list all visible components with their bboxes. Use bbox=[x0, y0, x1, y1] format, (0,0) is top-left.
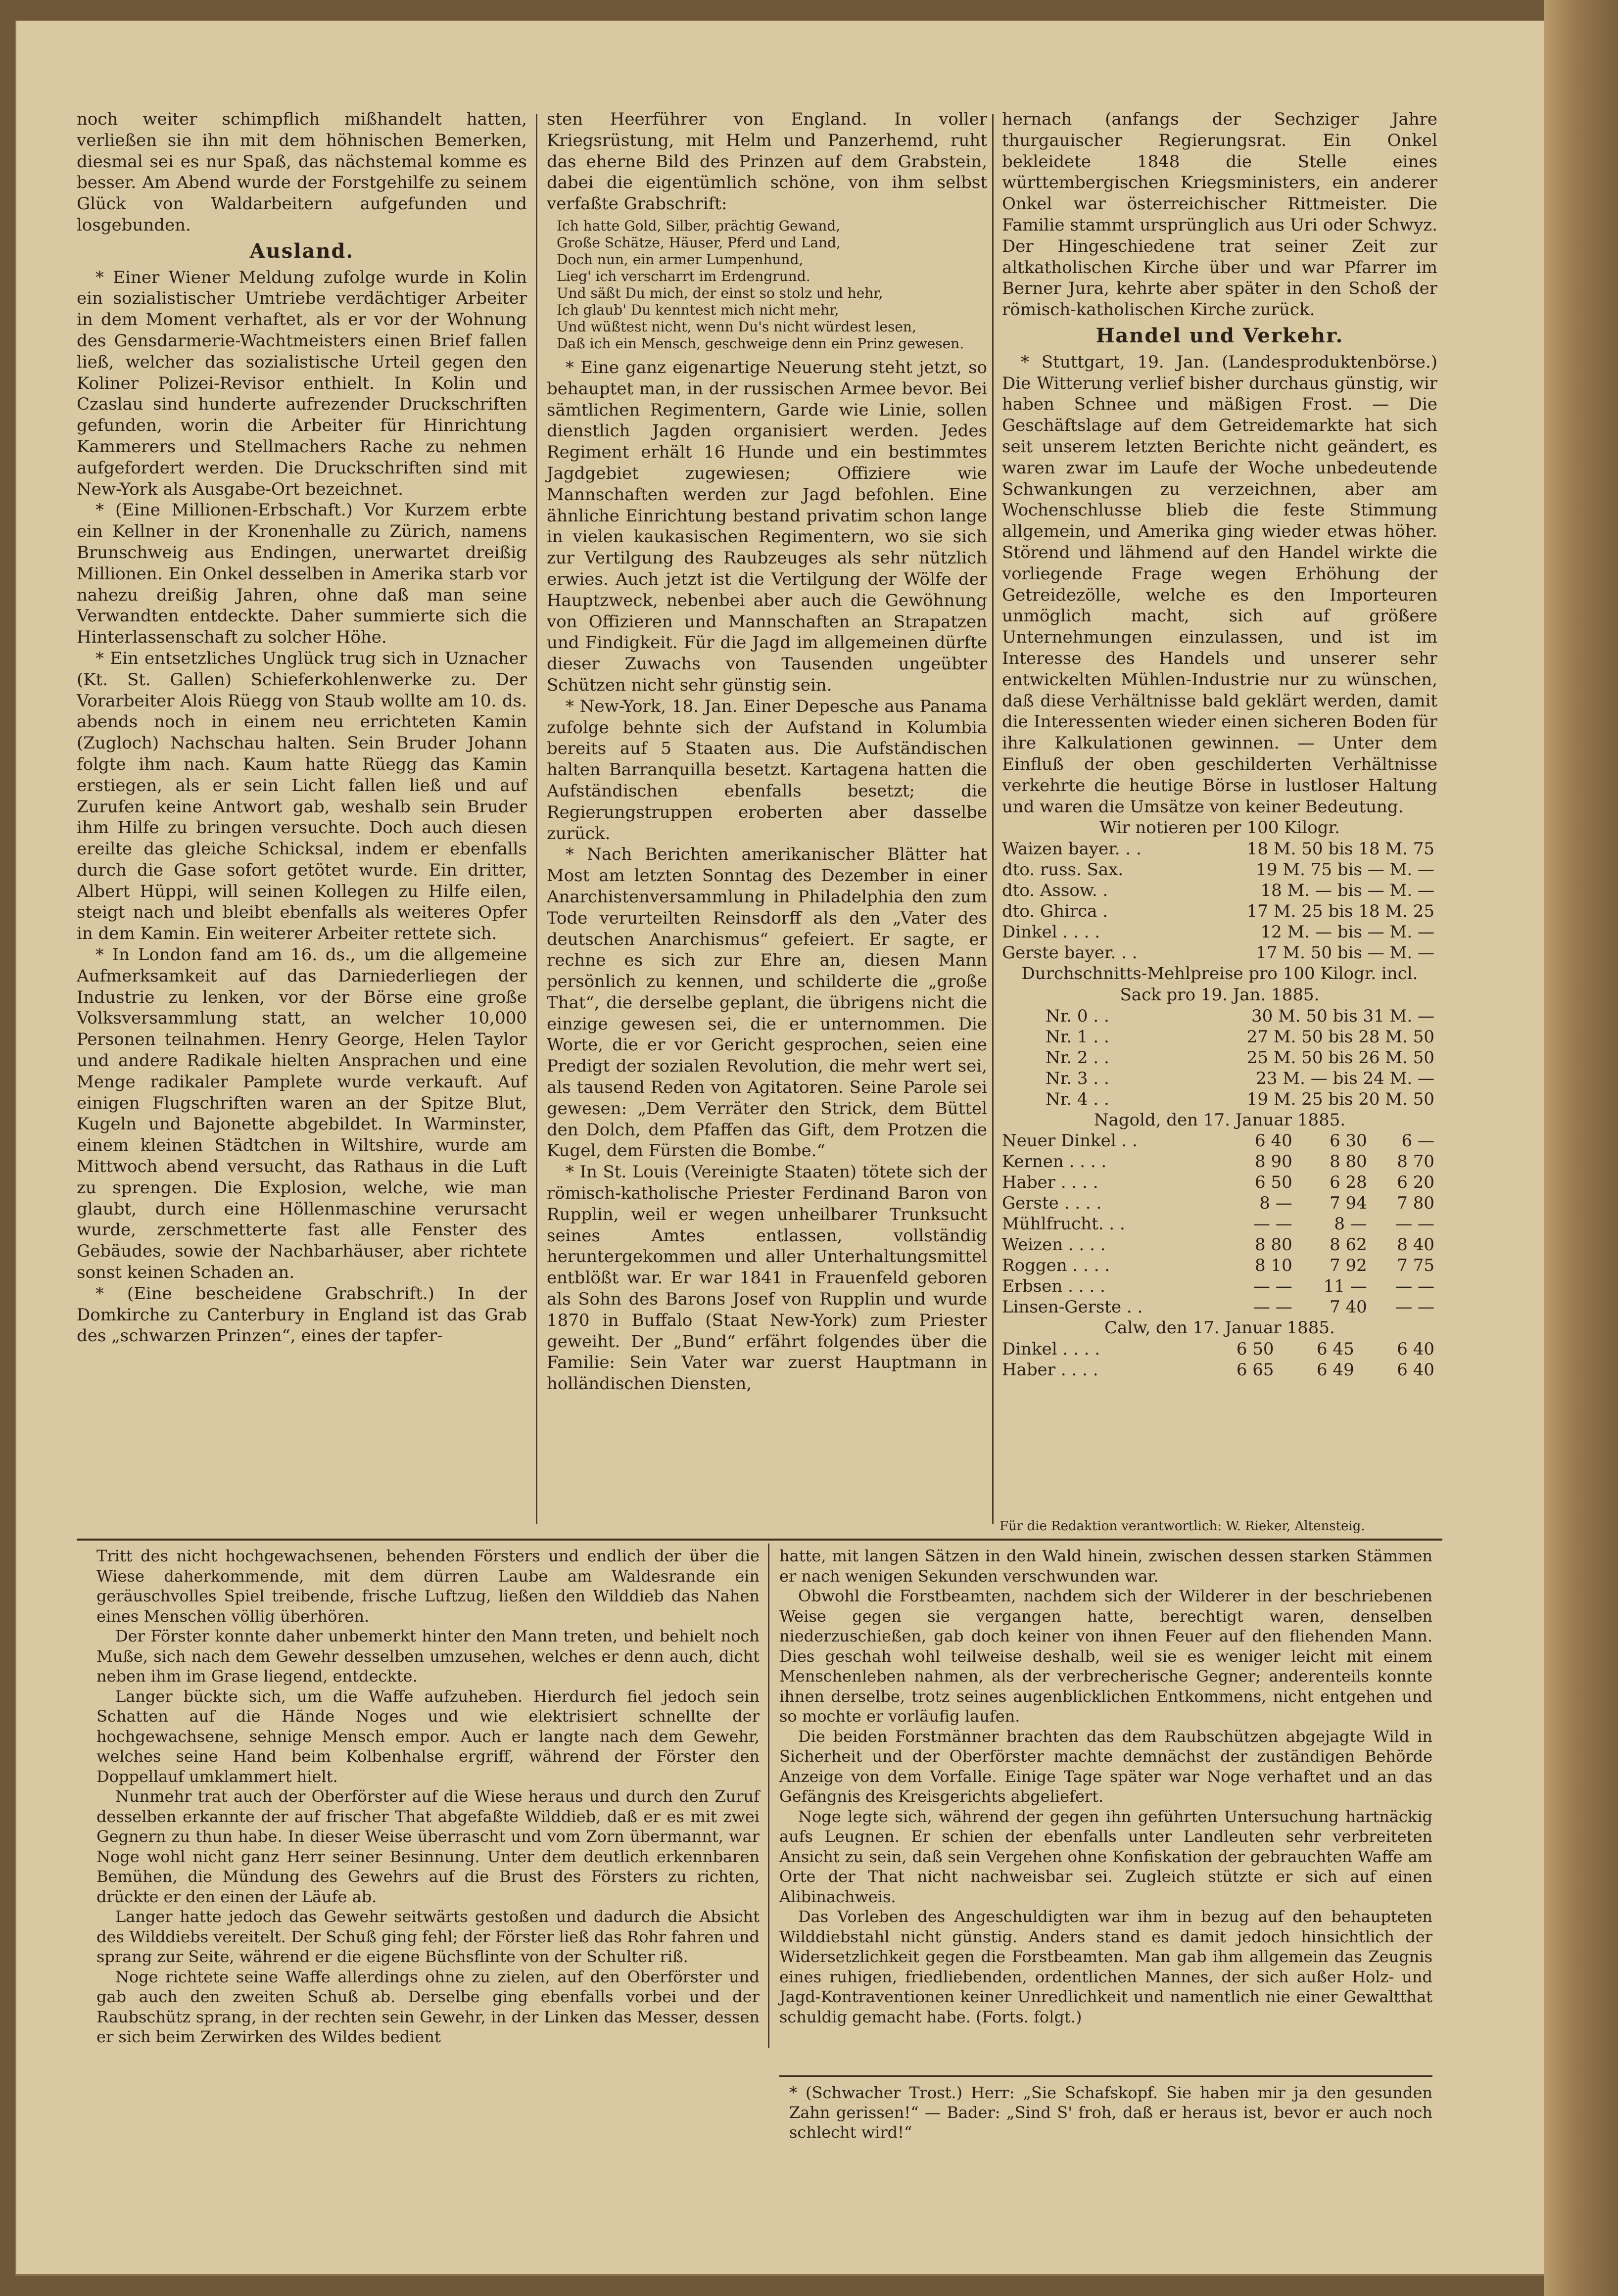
table-cell: Weizen . . . . bbox=[1002, 1235, 1106, 1255]
table-row bbox=[1002, 901, 1437, 922]
table-row bbox=[1002, 1339, 1437, 1359]
table-cell: Gerste . . . . bbox=[1002, 1193, 1102, 1214]
table-row bbox=[1002, 1276, 1437, 1297]
table-cell: 8 40 bbox=[1397, 1235, 1434, 1255]
article-text: hernach (anfangs der Sechziger Jahre thurgauischer Regierungsrat. Ein Onkel bekleidete 1848 die Stelle eines württembergischen Kriegsministers, ein anderer Onkel war österreichischer Rittmeister. Die Familie stammt ursprünglich aus Uri oder Schwyz. Der Hingeschiedene trat seiner Zeit zur altkatholischen Kirche über und war Pfarrer im Berner Jura, kehrte aber später in den Schoß der römisch-katholischen Kirche zurück. bbox=[1002, 109, 1437, 320]
footnote: * (Schwacher Trost.) Herr: „Sie Schafskopf. Sie haben mir ja den gesunden Zahn gerissen!“ — Bader: „Sind S' froh, daß er heraus ist, bevor er auch noch schlecht wird!“ bbox=[789, 2083, 1432, 2142]
table-row bbox=[1046, 1006, 1437, 1027]
feuilleton-left bbox=[96, 1546, 760, 2047]
story-paragraph: Der Förster konnte daher unbemerkt hinter den Mann treten, und behielt noch Muße, sich nach dem Gewehr desselben umzusehen, welches er denn auch, dicht neben ihm im Grase liegend, entdeckte. bbox=[96, 1627, 760, 1686]
price-caption: Wir notieren per 100 Kilogr. bbox=[1099, 818, 1340, 838]
column-3 bbox=[1002, 109, 1437, 1380]
table-cell: 8 — bbox=[1334, 1214, 1367, 1234]
poem-line: Daß ich ein Mensch, geschweige denn ein Prinz gewesen. bbox=[557, 335, 964, 352]
table-cell: 30 M. 50 bis 31 M. — bbox=[1251, 1006, 1434, 1026]
table-cell: 8 80 bbox=[1255, 1235, 1292, 1255]
book-binding bbox=[1544, 0, 1618, 2296]
table-cell: 6 — bbox=[1401, 1131, 1434, 1151]
poem-line: Ich hatte Gold, Silber, prächtig Gewand, bbox=[557, 217, 841, 234]
feuilleton-rule bbox=[77, 1539, 1442, 1541]
table-cell: 7 80 bbox=[1397, 1193, 1434, 1214]
story-paragraph: Noge legte sich, während der gegen ihn geführten Untersuchung hartnäckig aufs Leugnen. Er schien der ebenfalls unter Landleuten sehr verbreiteten Ansicht zu sein, daß sein Vergehen ohne Konfiskation der gebrauchten Waffe am Orte der That nicht nachweisbar sei. Zugleich stützte er sich auf einen Alibinachweis. bbox=[779, 1807, 1432, 1906]
table-cell: Linsen-Gerste . . bbox=[1002, 1297, 1143, 1317]
table-cell: 6 20 bbox=[1397, 1172, 1434, 1193]
table-cell: 12 M. — bis — M. — bbox=[1260, 922, 1434, 942]
table-row bbox=[1002, 1193, 1437, 1214]
poem-line: Und säßt Du mich, der einst so stolz und hehr, bbox=[557, 284, 883, 301]
editor-credit: Für die Redaktion verantwortlich: W. Rieker, Altensteig. bbox=[999, 1519, 1365, 1534]
table-cell: — — bbox=[1395, 1214, 1434, 1234]
table-row bbox=[1002, 1151, 1437, 1172]
table-cell: 11 — bbox=[1323, 1276, 1367, 1297]
article-russland: * Eine ganz eigenartige Neuerung steht jetzt, so behauptet man, in der russischen Armee bevor. Bei sämtlichen Regimentern, Garde wie Linie, sollen dienstlich Jagden organisiert werden. Jedes Regiment erhält 16 Hunde und ein bestimmtes Jagdgebiet zugewiesen; Offiziere wie Mannschaften werden zur Jagd befohlen. Eine ähnliche Einrichtung bestand privatim schon lange in vielen kaukasischen Regimentern, wo sie sich zur Vertilgung des Raubzeuges als sehr nützlich erwies. Auch jetzt ist die Vertilgung der Wölfe der Hauptzweck, nebenbei aber auch die Gewöhnung von Offizieren und Mannschaften an Strapatzen und Findigkeit. Für die Jagd im allgemeinen dürfte dieser Zuwachs von Tausenden ungeübter Schützen nicht sehr günstig sein. bbox=[547, 357, 987, 695]
article-stuttgart-boerse: * Stuttgart, 19. Jan. (Landesproduktenbörse.) Die Witterung verlief bisher durchaus günstig, wir haben Schnee und mäßigen Frost. — Die Geschäftslage auf dem Getreidemarkte hat sich seit unserem letzten Berichte nicht geändert, es waren zwar im Laufe der Woche unbedeutende Schwankungen zu verzeichnen, aber am Wochenschlusse blieb die feste Stimmung allgemein, und Amerika ging wieder etwas höher. Störend und lähmend auf den Handel wirkte die vorliegende Frage wegen Erhöhung der Getreidezölle, welche es den Importeuren unmöglich macht, sich auf größere Unternehmungen einzulassen, und ist im Interesse des Handels und unserer sehr entwickelten Mühlen-Industrie nur zu wünschen, daß diese Verhältnisse bald geklärt werden, damit die Interessenten wieder einen sicheren Boden für ihre Kalkulationen gewinnen. — Unter dem Einfluß der oben geschilderten Verhältnisse verkehrte die heutige Börse in lustloser Haltung und waren die Umsätze von keiner Bedeutung. bbox=[1002, 352, 1437, 817]
table-cell: Nr. 1 . . bbox=[1046, 1027, 1109, 1047]
column-1 bbox=[77, 109, 527, 1347]
table-cell: 27 M. 50 bis 28 M. 50 bbox=[1246, 1027, 1434, 1047]
footnote-rule bbox=[779, 2075, 1432, 2077]
table-row bbox=[1046, 1047, 1437, 1068]
table-row bbox=[1002, 942, 1437, 963]
table-row bbox=[1002, 880, 1437, 901]
table-cell: 8 — bbox=[1259, 1193, 1292, 1214]
table-row bbox=[1002, 922, 1437, 942]
article-most: * Nach Berichten amerikanischer Blätter hat Most am letzten Sonntag des Dezember in einer Anarchistenversammlung in Philadelphia den zum Tode verurteilten Reinsdorff als den „Vater des deutschen Anarchismus“ gefeiert. Er sagte, er rechne es sich zur Ehre an, diesen Mann persönlich zu kennen, und schilderte die „große That“, die derselbe geplant, die übrigens nicht die einzige gewesen sei, die er unternommen. Die Worte, die er vor Gericht gesprochen, seien eine Predigt der sozialen Revolution, die mehr wert sei, als tausend Reden von Agitatoren. Seine Parole sei gewesen: „Dem Verräter den Strick, dem Büttel den Dolch, dem Pfaffen das Gift, dem Protzen die Kugel, dem Fürsten die Bombe.“ bbox=[547, 844, 987, 1161]
table-cell: 8 80 bbox=[1330, 1152, 1367, 1172]
table-cell: 6 45 bbox=[1317, 1339, 1354, 1359]
table-cell: 6 50 bbox=[1255, 1172, 1292, 1193]
table-cell: 6 40 bbox=[1255, 1131, 1292, 1151]
table-row bbox=[1046, 1089, 1437, 1110]
story-paragraph: Das Vorleben des Angeschuldigten war ihm in bezug auf den behaupteten Wilddiebstahl nicht günstig. Anders stand es damit jedoch hinsichtlich der Widersetzlichkeit gegen die Forstbeamten. Man gab ihm allgemein das Zeugnis eines ruhigen, friedliebenden, ordentlichen Mannes, der sich außer Holz- und Jagd-Kontraventionen keiner Unredlichkeit und namentlich nie einer Gewaltthat schuldig gemacht habe. (Forts. folgt.) bbox=[779, 1907, 1432, 2026]
table-cell: Neuer Dinkel . . bbox=[1002, 1131, 1138, 1151]
table-cell: Gerste bayer. . . bbox=[1002, 943, 1138, 963]
table-cell: Waizen bayer. . . bbox=[1002, 839, 1142, 859]
table-cell: 6 49 bbox=[1317, 1360, 1354, 1380]
table-cell: Haber . . . . bbox=[1002, 1360, 1098, 1380]
table-cell: 7 94 bbox=[1330, 1193, 1367, 1214]
calw-caption: Calw, den 17. Januar 1885. bbox=[1104, 1318, 1335, 1338]
table-cell: Kernen . . . . bbox=[1002, 1152, 1107, 1172]
nagold-caption: Nagold, den 17. Januar 1885. bbox=[1094, 1110, 1346, 1130]
table-cell: 7 92 bbox=[1330, 1256, 1367, 1276]
table-cell: 18 M. 50 bis 18 M. 75 bbox=[1246, 839, 1434, 859]
feuilleton-right bbox=[779, 1546, 1432, 2027]
table-cell: Dinkel . . . . bbox=[1002, 1339, 1100, 1359]
newspaper-page bbox=[15, 20, 1554, 2276]
story-paragraph: Die beiden Forstmänner brachten das dem Raubschützen abgejagte Wild in Sicherheit und der Oberförster machte demnächst der zuständigen Behörde Anzeige von dem Vorfalle. Einige Tage später war Noge verhaftet und an das Gefängnis des Kreisgerichts abgeliefert. bbox=[779, 1727, 1432, 1806]
table-cell: Nr. 4 . . bbox=[1046, 1089, 1109, 1109]
table-row bbox=[1002, 1214, 1437, 1234]
poem-line: Ich glaub' Du kenntest mich nicht mehr, bbox=[557, 301, 839, 318]
table-cell: 23 M. — bis 24 M. — bbox=[1256, 1068, 1434, 1088]
table-row bbox=[1046, 1027, 1437, 1047]
table-cell: dto. Ghirca . bbox=[1002, 901, 1108, 922]
table-cell: — — bbox=[1253, 1276, 1292, 1297]
table-cell: — — bbox=[1253, 1214, 1292, 1234]
table-cell: 8 90 bbox=[1255, 1152, 1292, 1172]
story-paragraph: Tritt des nicht hochgewachsenen, behenden Försters und endlich der über die Wiese daherkommende, mit dem dürren Laube am Waldesrande ein geräuschvolles Spiel treibende, frische Luftzug, ließen den Wilddieb das Nahen eines Menschen völlig überhören. bbox=[96, 1546, 760, 1626]
article-uznach: * Ein entsetzliches Unglück trug sich in Uznacher (Kt. St. Gallen) Schieferkohlenwerke zu. Der Vorarbeiter Alois Rüegg von Staub wollte am 10. ds. abends noch in einem neu errichteten Kamin (Zugloch) Nachschau halten. Sein Bruder Johann folgte ihm nach. Kaum hatte Rüegg das Kamin erstiegen, als er sein Licht fallen ließ und auf Zurufen keine Antwort gab, weshalb sein Bruder ihm Hilfe zu bringen versuchte. Doch auch diesen ereilte das gleiche Schicksal, indem er ebenfalls durch die Gase sofort getötet wurde. Ein dritter, Albert Hüppi, will seinen Kollegen zu Hilfe eilen, steigt nach und bleibt ebenfalls als weiteres Opfer in dem Kamin. Ein weiterer Arbeiter rettete sich. bbox=[77, 648, 527, 944]
flour-caption: Durchschnitts-Mehlpreise pro 100 Kilogr. incl. Sack pro 19. Jan. 1885. bbox=[1021, 964, 1418, 1005]
table-cell: dto. russ. Sax. bbox=[1002, 860, 1124, 880]
table-cell: dto. Assow. . bbox=[1002, 881, 1108, 901]
table-cell: 7 40 bbox=[1330, 1297, 1367, 1317]
story-paragraph: Nunmehr trat auch der Oberförster auf die Wiese heraus und durch den Zuruf desselben erkannte der auf frischer That abgefaßte Wilddieb, daß er es mit zwei Gegnern zu thun habe. In dieser Weise überrascht und vom Zorn übermannt, war Noge wohl nicht ganz Herr seiner Besinnung. Unter dem deutlich erkennbaren Bemühen, die Mündung des Gewehrs auf die Brust des Försters zu richten, drückte er den einen der Läufe ab. bbox=[96, 1787, 760, 1906]
nagold-table bbox=[1002, 1130, 1437, 1317]
table-cell: Dinkel . . . . bbox=[1002, 922, 1100, 942]
table-cell: 6 40 bbox=[1397, 1360, 1434, 1380]
poem-line: Große Schätze, Häuser, Pferd und Land, bbox=[557, 234, 841, 251]
table-cell: 17 M. 25 bis 18 M. 25 bbox=[1246, 901, 1434, 922]
table-cell: 8 10 bbox=[1255, 1256, 1292, 1276]
column-divider bbox=[992, 114, 994, 1524]
table-cell: 19 M. 25 bis 20 M. 50 bbox=[1246, 1089, 1434, 1109]
article-text: noch weiter schimpflich mißhandelt hatten, verließen sie ihn mit dem höhnischen Bemerken, diesmal sei es nur Spaß, das nächstemal komme es besser. Am Abend wurde der Forstgehilfe zu seinem Glück von Waldarbeitern aufgefunden und losgebunden. bbox=[77, 109, 527, 235]
column-divider bbox=[768, 1544, 769, 2048]
table-cell: 6 50 bbox=[1236, 1339, 1274, 1359]
table-cell: Erbsen . . . . bbox=[1002, 1276, 1105, 1297]
poem-line: Doch nun, ein armer Lumpenhund, bbox=[557, 251, 804, 268]
story-paragraph: Langer hatte jedoch das Gewehr seitwärts gestoßen und dadurch die Absicht des Wilddiebs vereitelt. Der Schuß ging fehl; der Förster ließ das Rohr fahren und sprang zur Seite, während er die eigene Büchsflinte von der Schulter riß. bbox=[96, 1907, 760, 1966]
article-erbschaft: * (Eine Millionen-Erbschaft.) Vor Kurzem erbte ein Kellner in der Kronenhalle zu Zürich, namens Brunschweig aus Endingen, unerwartet dreißig Millionen. Ein Onkel desselben in Amerika starb vor nahezu dreißig Jahren, ohne daß man seine Verwandten entdeckte. Daher summierte sich die Hinterlassenschaft zu solcher Höhe. bbox=[77, 500, 527, 648]
table-cell: Nr. 2 . . bbox=[1046, 1047, 1109, 1068]
table-row bbox=[1002, 859, 1437, 880]
article-london: * In London fand am 16. ds., um die allgemeine Aufmerksamkeit auf das Darniederliegen der Industrie zu lenken, vor der Börse eine große Volksversammlung statt, an welcher 10,000 Personen teilnahmen. Henry George, Helen Taylor und andere Radikale hielten Ansprachen und eine Menge radikaler Pamplete wurde verkauft. Auf einigen Flugschriften waren an der Spitze Blut, Kugeln und Bajonette abgebildet. In Warminster, einem kleinen Städtchen in Wiltshire, wurde am Mittwoch abend versucht, das Rathaus in die Luft zu sprengen. Die Explosion, welche, wie man glaubt, durch eine Höllenmaschine verursacht wurde, zerschmetterte fast alle Fenster des Gebäudes, sowie der Nachbarhäuser, aber richtete sonst keinen Schaden an. bbox=[77, 945, 527, 1283]
article-grabschrift: * (Eine bescheidene Grabschrift.) In der Domkirche zu Canterbury in England ist das Grab des „schwarzen Prinzen“, eines der tapfer- bbox=[77, 1283, 527, 1346]
price-table bbox=[1002, 839, 1437, 963]
story-paragraph: hatte, mit langen Sätzen in den Wald hinein, zwischen dessen starken Stämmen er nach wenigen Sekunden verschwunden war. bbox=[779, 1546, 1432, 1586]
table-cell: 19 M. 75 bis — M. — bbox=[1256, 860, 1434, 880]
table-row bbox=[1002, 1255, 1437, 1276]
column-2 bbox=[547, 109, 987, 1395]
story-paragraph: Noge richtete seine Waffe allerdings ohne zu zielen, auf den Oberförster und gab auch den zweiten Schuß ab. Derselbe ging ebenfalls vorbei und der Raubschütz sprang, in der rechten sein Gewehr, in der Linken das Messer, dessen er sich beim Zerwirken des Wildes bedient bbox=[96, 1967, 760, 2046]
table-cell: — — bbox=[1253, 1297, 1292, 1317]
section-heading-ausland: Ausland. bbox=[249, 239, 354, 263]
article-stlouis: * In St. Louis (Vereinigte Staaten) tötete sich der römisch-katholische Priester Ferdinand Baron von Rupplin, weil er wegen unheilbarer Trunksucht seines Amtes entlassen, vollständig heruntergekommen und aller Unterhaltungsmittel entblößt war. Er war 1841 in Frauenfeld geboren als Sohn des Barons Josef von Rupplin und wurde 1870 in Buffalo (Staat New-York) zum Priester geweiht. Der „Bund“ erfährt folgendes über die Familie: Sein Vater war zuerst Hauptmann in holländischen Diensten, bbox=[547, 1162, 987, 1394]
table-cell: 6 28 bbox=[1330, 1172, 1367, 1193]
table-cell: Haber . . . . bbox=[1002, 1172, 1098, 1193]
table-cell: 8 62 bbox=[1330, 1235, 1367, 1255]
table-row bbox=[1002, 1297, 1437, 1317]
article-text: sten Heerführer von England. In voller Kriegsrüstung, mit Helm und Panzerhemd, ruht das eherne Bild des Prinzen auf dem Grabstein, dabei die eigentümlich schöne, von ihm selbst verfaßte Grabschrift: bbox=[547, 109, 987, 214]
table-row bbox=[1002, 1359, 1437, 1380]
poem-line: Lieg' ich verscharrt im Erdengrund. bbox=[557, 268, 810, 284]
table-row bbox=[1002, 1130, 1437, 1151]
article-newyork: * New-York, 18. Jan. Einer Depesche aus Panama zufolge behnte sich der Aufstand in Kolumbia bereits auf 5 Staaten aus. Die Aufständischen halten Barranquilla besetzt. Kartagena hatten die Aufständischen ebenfalls besetzt; die Regierungstruppen eroberten aber dasselbe zurück. bbox=[547, 696, 987, 843]
table-cell: 6 40 bbox=[1397, 1339, 1434, 1359]
story-paragraph: Langer bückte sich, um die Waffe aufzuheben. Hierdurch fiel jedoch sein Schatten auf die Hände Noges und wie elektrisiert schnellte der hochgewachsene, sehnige Mensch empor. Auch er langte nach dem Gewehr, welches seine Hand beim Kolbenhalse ergriff, während der Förster den Doppellauf umklammert hielt. bbox=[96, 1687, 760, 1786]
table-cell: Nr. 3 . . bbox=[1046, 1068, 1109, 1088]
epitaph-poem bbox=[557, 218, 987, 352]
flour-table bbox=[1046, 1006, 1437, 1110]
table-cell: Roggen . . . . bbox=[1002, 1256, 1110, 1276]
table-row bbox=[1002, 1234, 1437, 1255]
table-cell: 18 M. — bis — M. — bbox=[1260, 881, 1434, 901]
table-cell: 25 M. 50 bis 26 M. 50 bbox=[1246, 1047, 1434, 1068]
poem-line: Und wüßtest nicht, wenn Du's nicht würdest lesen, bbox=[557, 318, 916, 335]
table-cell: — — bbox=[1395, 1276, 1434, 1297]
table-cell: 8 70 bbox=[1397, 1152, 1434, 1172]
story-paragraph: Obwohl die Forstbeamten, nachdem sich der Wilderer in der beschriebenen Weise gegen sie vergangen hatte, berechtigt waren, denselben niederzuschießen, gab doch keiner von ihnen Feuer auf den fliehenden Mann. Dies geschah wohl teilweise deshalb, weil sie es weniger leicht mit einem Menschenleben nahmen, als der verbrecherische Gegner; anderenteils konnte ihnen derselbe, trotz seines augenblicklichen Entkommens, nicht entgehen und so mochte er vorläufig laufen. bbox=[779, 1587, 1432, 1726]
article-wien: * Einer Wiener Meldung zufolge wurde in Kolin ein sozialistischer Umtriebe verdächtiger Arbeiter in dem Moment verhaftet, als er vor der Wohnung des Gensdarmerie-Wachtmeisters einen Brief fallen ließ, welcher das sozialistische Urteil gegen den Koliner Polizei-Revisor enthielt. In Kolin und Czaslau sind hunderte aufrezender Druckschriften gefunden, worin die Arbeiter für Hinrichtung Kammerers und Stellmachers Rache zu nehmen aufgefordert werden. Die Druckschriften sind mit New-York als Ausgabe-Ort bezeichnet. bbox=[77, 267, 527, 499]
calw-table bbox=[1002, 1339, 1437, 1380]
table-row bbox=[1002, 839, 1437, 859]
table-row bbox=[1002, 1172, 1437, 1193]
table-cell: 17 M. 50 bis — M. — bbox=[1256, 943, 1434, 963]
table-cell: 6 65 bbox=[1236, 1360, 1274, 1380]
table-cell: 7 75 bbox=[1397, 1256, 1434, 1276]
column-divider bbox=[536, 114, 537, 1524]
table-cell: 6 30 bbox=[1330, 1131, 1367, 1151]
table-cell: — — bbox=[1395, 1297, 1434, 1317]
table-cell: Mühlfrucht. . . bbox=[1002, 1214, 1125, 1234]
table-row bbox=[1046, 1068, 1437, 1089]
table-cell: Nr. 0 . . bbox=[1046, 1006, 1109, 1026]
section-heading-handel: Handel und Verkehr. bbox=[1095, 324, 1344, 347]
